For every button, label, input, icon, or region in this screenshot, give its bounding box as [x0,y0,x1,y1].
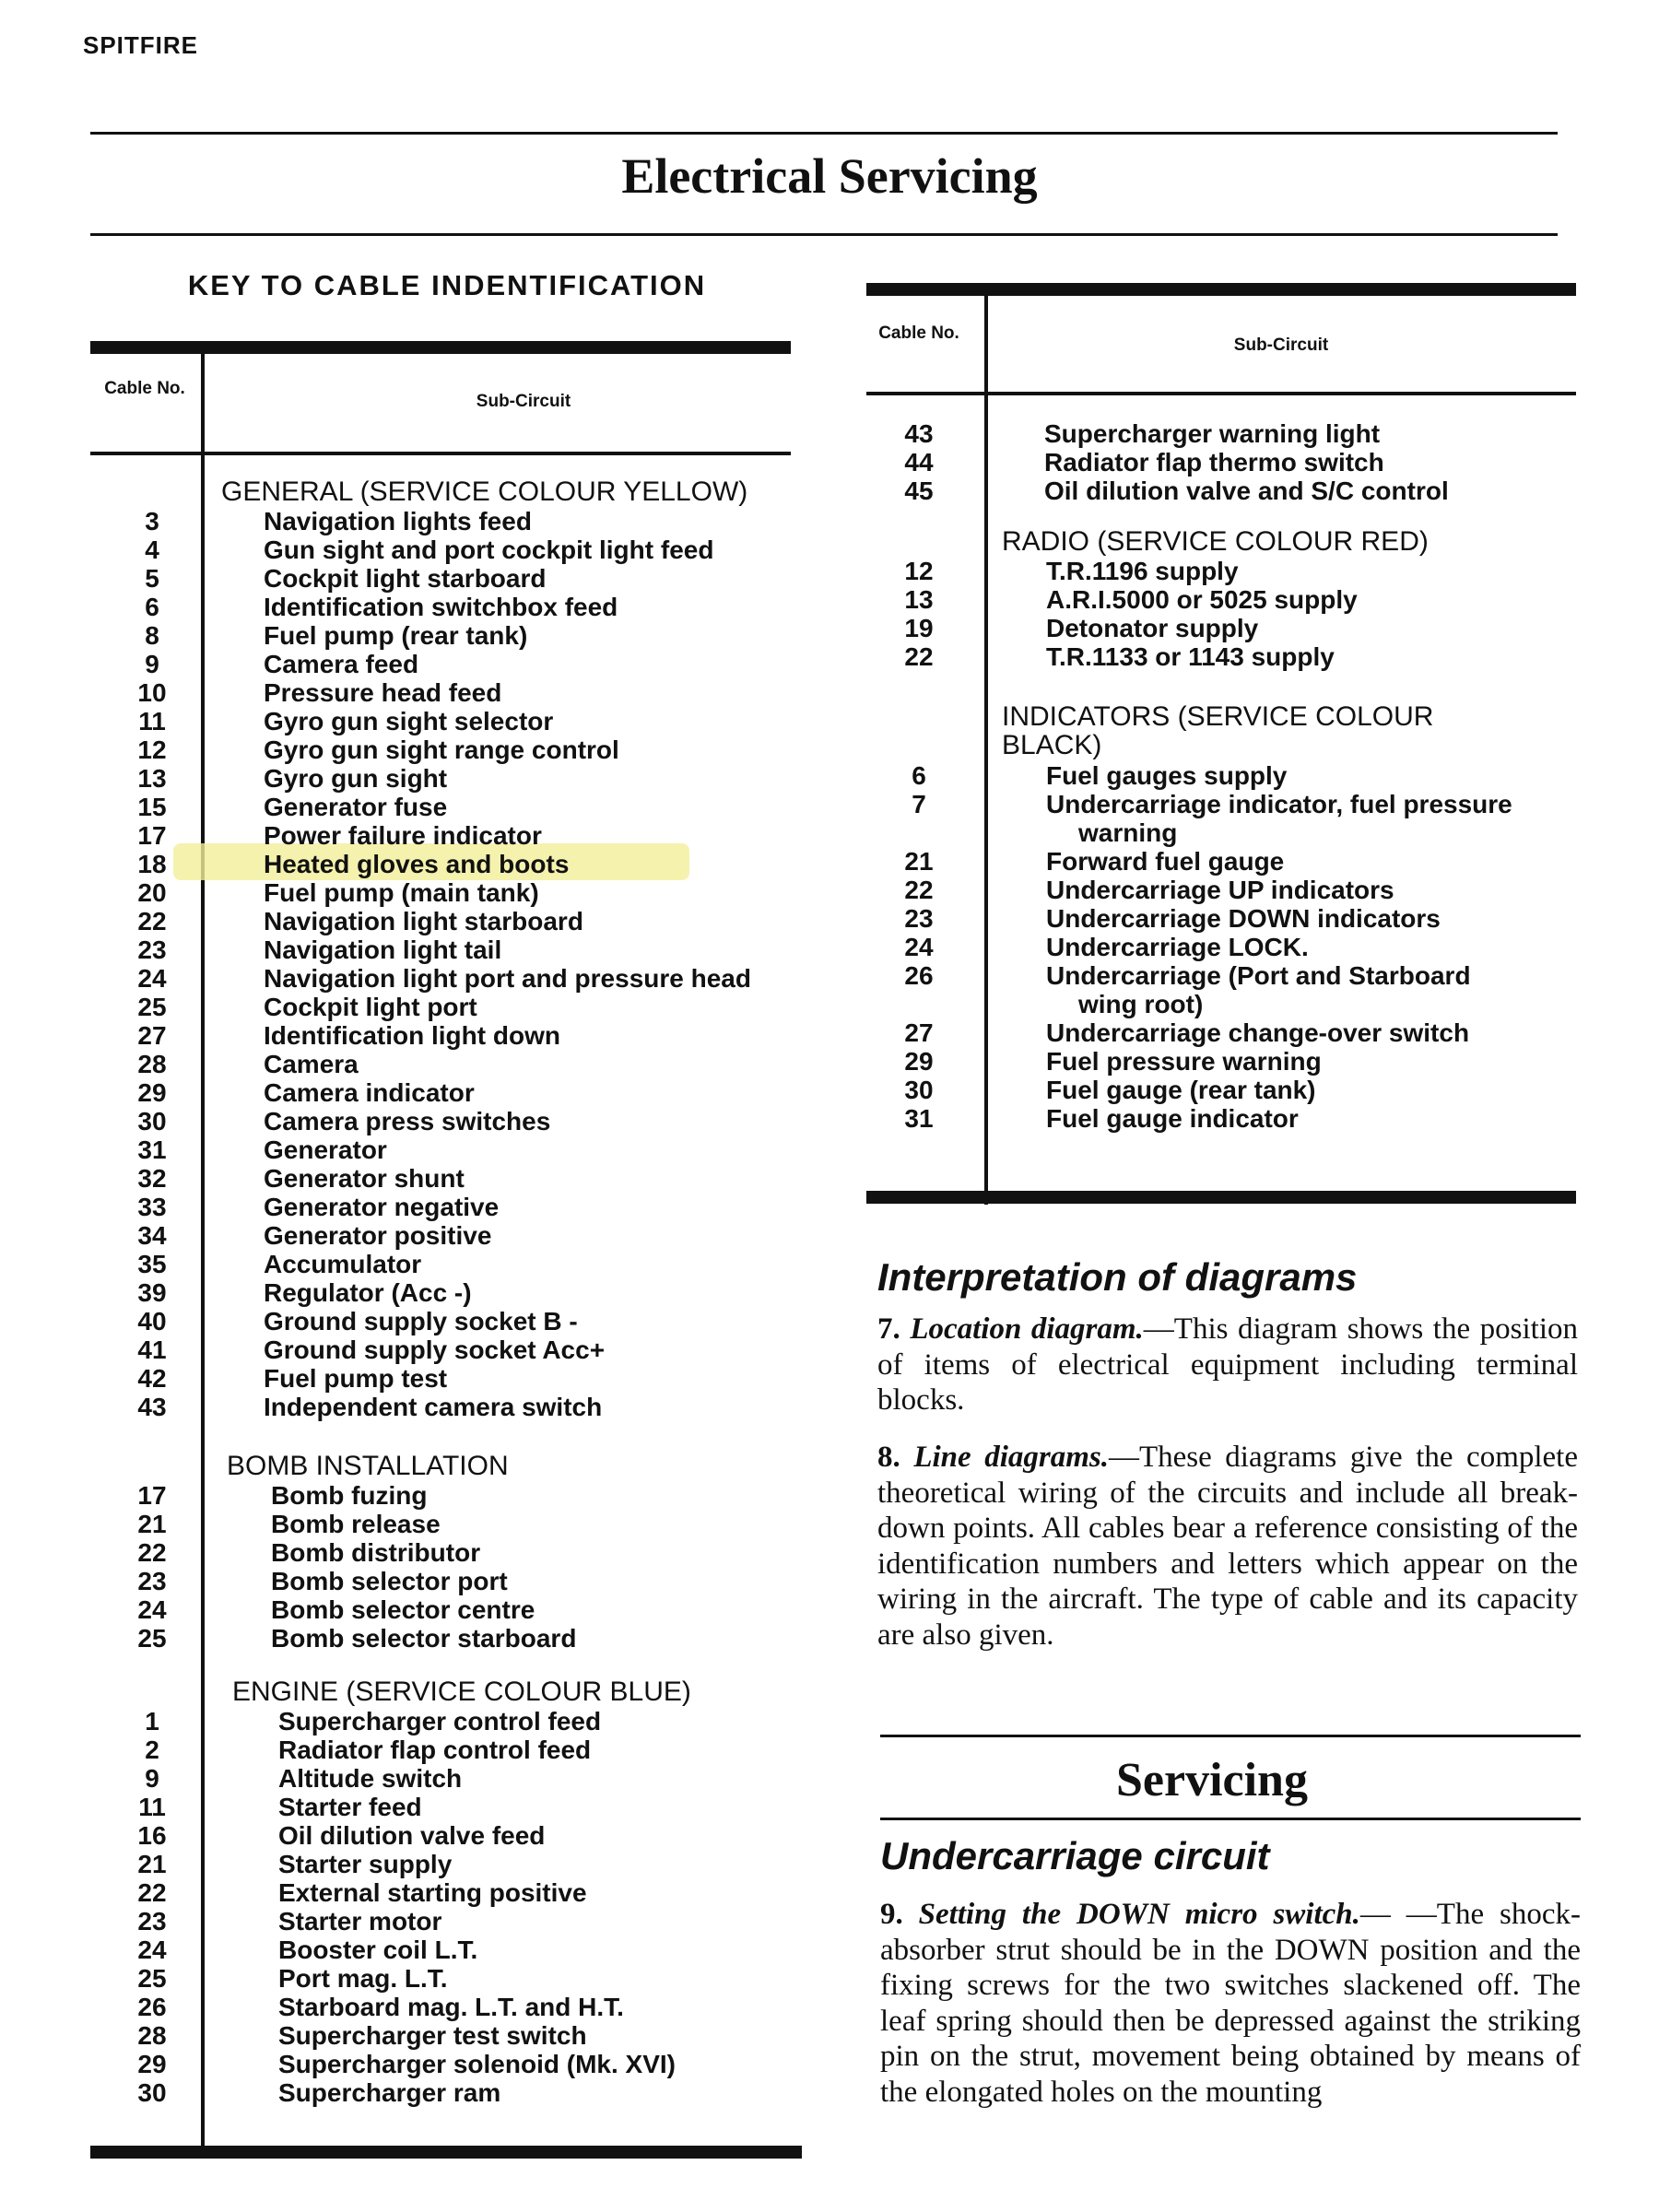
sub-circuit-label: Undercarriage DOWN indicators [1046,904,1441,933]
cable-number: 22 [137,1538,167,1567]
sub-circuit-label: Accumulator [264,1250,422,1278]
table-row [90,1278,791,1307]
sub-circuit-label: Undercarriage (Port and Starboard [1046,961,1471,990]
paragraph-title: Line diagrams. [913,1441,1109,1474]
col-header-cable-no: Cable No. [104,379,185,398]
sub-circuit-label: Forward fuel gauge [1046,847,1285,876]
sub-circuit-label: Supercharger control feed [278,1707,602,1735]
sub-circuit-label: Altitude switch [278,1764,463,1793]
cable-number: 21 [137,1850,167,1878]
cable-number: 28 [137,2021,167,2050]
table-row [866,448,1576,477]
table-row [90,1307,791,1335]
table-row [90,964,791,993]
sub-circuit-label: Heated gloves and boots [264,850,570,878]
sub-circuit-label-continued: wing root) [1078,990,1204,1018]
cable-number: 23 [904,904,934,933]
table-row [90,1567,791,1595]
cable-number: 43 [137,1393,167,1421]
page-title: Electrical Servicing [621,148,1038,204]
paragraph-8 [877,1440,1578,1653]
sub-circuit-label: Port mag. L.T. [278,1964,448,1993]
cable-number: 24 [904,933,934,961]
table-row [866,847,1576,876]
paragraph-title: Location diagram. [910,1312,1144,1346]
sub-circuit-label: Cockpit light port [264,993,477,1021]
sub-circuit-label: Navigation lights feed [264,507,532,535]
sub-circuit-label: Ground supply socket B - [264,1307,578,1335]
sub-circuit-label: Navigation light starboard [264,907,583,935]
cable-number: 39 [137,1278,167,1307]
table-row [866,419,1576,448]
sub-circuit-label: Fuel pump (main tank) [264,878,539,907]
table-row [866,1047,1576,1076]
section-heading: RADIO (SERVICE COLOUR RED) [1002,526,1429,557]
table-row [90,1936,791,1964]
cable-number: 25 [137,1964,167,1993]
servicing-top-rule [880,1735,1581,1737]
cable-number: 29 [904,1047,934,1076]
cable-number: 30 [904,1076,934,1104]
table-row [90,1793,791,1821]
sub-circuit-label: Identification switchbox feed [264,593,618,621]
sub-circuit-label: Supercharger test switch [278,2021,587,2050]
table-row [90,1050,791,1078]
table-row [90,821,791,850]
sub-circuit-label: Supercharger warning light [1044,419,1381,448]
cable-number: 30 [137,2078,167,2107]
left-cable-table [90,341,791,2161]
table-row [90,1993,791,2021]
sub-circuit-label: Generator [264,1135,387,1164]
table-row [90,1624,791,1653]
table-row [866,1018,1576,1047]
sub-circuit-label-continued: warning [1078,818,1178,847]
sub-circuit-label: Gun sight and port cockpit light feed [264,535,714,564]
table-row [90,593,791,621]
col-header-cable-no: Cable No. [878,324,959,343]
cable-number: 17 [137,821,167,850]
table-row [90,1107,791,1135]
header-rule [866,392,1576,395]
table-row [90,764,791,793]
sub-circuit-label: Generator negative [264,1193,500,1221]
section-heading: BOMB INSTALLATION [227,1451,509,1481]
cable-number: 42 [137,1364,167,1393]
cable-number: 32 [137,1164,167,1193]
sub-circuit-label: Fuel gauge (rear tank) [1046,1076,1316,1104]
cable-number: 1 [145,1707,159,1735]
cable-number: 21 [137,1510,167,1538]
table-row [90,850,791,878]
cable-number: 45 [904,477,934,505]
sub-circuit-label: Oil dilution valve feed [278,1821,546,1850]
table-row [90,1221,791,1250]
col-header-sub-circuit: Sub-Circuit [1233,335,1329,355]
sub-circuit-label: Radiator flap control feed [278,1735,592,1764]
sub-circuit-label: Starter motor [278,1907,442,1936]
sub-circuit-label: Undercarriage LOCK. [1046,933,1309,961]
table-row [90,1164,791,1193]
table-bottom-rule [90,2146,802,2159]
sub-circuit-label: Generator fuse [264,793,448,821]
cable-number: 43 [904,419,934,448]
table-row [90,1335,791,1364]
cable-number: 6 [145,593,159,621]
table-row [90,1878,791,1907]
cable-number: 25 [137,993,167,1021]
table-row [90,678,791,707]
paragraph-7 [877,1312,1578,1418]
table-row [866,477,1576,505]
right-cable-table [866,283,1576,1209]
sub-circuit-label: Supercharger solenoid (Mk. XVI) [278,2050,676,2078]
paragraph-number: 7. [877,1312,900,1346]
cable-number: 31 [137,1135,167,1164]
cable-number: 9 [145,650,159,678]
table-row-continuation [866,818,1576,847]
cable-number: 12 [137,735,167,764]
table-row [90,535,791,564]
sub-circuit-label: T.R.1133 or 1143 supply [1046,642,1335,671]
sub-circuit-label: Camera feed [264,650,419,678]
sub-circuit-label: Supercharger ram [278,2078,501,2107]
cable-number: 18 [137,850,167,878]
table-row [90,1964,791,1993]
table-row [90,878,791,907]
cable-number: 28 [137,1050,167,1078]
sub-circuit-label: Gyro gun sight [264,764,448,793]
table-row [866,557,1576,585]
sub-circuit-label: Pressure head feed [264,678,502,707]
table-row [90,907,791,935]
sub-circuit-label: Radiator flap thermo switch [1044,448,1384,477]
cable-number: 24 [137,1936,167,1964]
sub-circuit-label: Navigation light port and pressure head [264,964,751,993]
table-row [866,876,1576,904]
cable-number: 35 [137,1250,167,1278]
cable-number: 23 [137,935,167,964]
top-rule [90,132,1558,135]
sub-circuit-label: A.R.I.5000 or 5025 supply [1046,585,1358,614]
sub-circuit-label: T.R.1196 supply [1046,557,1239,585]
paragraph-text: —This diagram shows the position of items of electrical equipment including terminal blocks. [877,1312,1578,1417]
sub-circuit-label: Cockpit light starboard [264,564,547,593]
cable-number: 15 [137,793,167,821]
sub-circuit-label: Booster coil L.T. [278,1936,478,1964]
header-rule [90,452,791,455]
sub-circuit-label: Camera press switches [264,1107,551,1135]
paragraph-title: Setting the DOWN micro switch. [918,1898,1360,1931]
table-row [90,1021,791,1050]
paragraph-number: 9. [880,1898,903,1931]
table-row [90,1707,791,1735]
cable-number: 5 [145,564,159,593]
table-row [90,1078,791,1107]
sub-circuit-label: Camera [264,1050,359,1078]
table-row [90,1735,791,1764]
running-head: SPITFIRE [83,31,199,59]
table-row [866,1076,1576,1104]
table-row [90,2021,791,2050]
sub-circuit-label: Fuel pressure warning [1046,1047,1322,1076]
table-row [90,1821,791,1850]
cable-number: 40 [137,1307,167,1335]
sub-circuit-label: Bomb selector centre [271,1595,535,1624]
cable-number: 6 [912,761,926,790]
table-row [866,790,1576,818]
sub-circuit-label: Undercarriage UP indicators [1046,876,1394,904]
table-row [90,1393,791,1421]
cable-number: 26 [904,961,934,990]
paragraph-number: 8. [877,1441,900,1474]
cable-number: 33 [137,1193,167,1221]
sub-circuit-label: Gyro gun sight selector [264,707,554,735]
sub-circuit-label: Generator positive [264,1221,492,1250]
sub-circuit-label: Power failure indicator [264,821,542,850]
cable-number: 41 [137,1335,167,1364]
sub-circuit-label: External starting positive [278,1878,587,1907]
cable-number: 44 [904,448,934,477]
sub-circuit-label: Bomb distributor [271,1538,481,1567]
cable-number: 11 [138,707,166,735]
sub-circuit-label: Undercarriage indicator, fuel pressure [1046,790,1512,818]
table-row [90,507,791,535]
sub-circuit-label: Bomb selector starboard [271,1624,577,1653]
paragraph-text: — —The shock-absorber strut should be in the DOWN position and the fixing screws for the two switches slackened off. The leaf spring should then be depressed against the striking pin on the strut, movement being obtained by means of the elongated holes on the mounting [880,1898,1581,2109]
sub-circuit-label: Navigation light tail [264,935,502,964]
cable-number: 29 [137,2050,167,2078]
cable-number: 22 [904,876,934,904]
sub-circuit-label: Fuel pump (rear tank) [264,621,528,650]
cable-number: 10 [137,678,167,707]
table-row [90,1538,791,1567]
sub-circuit-label: Starter supply [278,1850,453,1878]
sub-circuit-label: Gyro gun sight range control [264,735,619,764]
table-row [90,707,791,735]
sub-circuit-label: Starter feed [278,1793,422,1821]
cable-number: 22 [137,1878,167,1907]
paragraph-text: —These diagrams give the complete theoretical wiring of the circuits and include all break-down points. All cables bear a reference consisting of the identification numbers and letters which appear on the wiring in the aircraft. The type of cable and its capacity are also given. [877,1441,1579,1652]
table-row [90,1850,791,1878]
table-row [866,933,1576,961]
cable-number: 23 [137,1907,167,1936]
cable-number: 8 [145,621,159,650]
cable-number: 24 [137,1595,167,1624]
table-row [866,761,1576,790]
cable-number: 13 [904,585,934,614]
table-row [90,621,791,650]
key-heading: KEY TO CABLE INDENTIFICATION [187,269,707,301]
sub-circuit-label: Identification light down [264,1021,560,1050]
cable-number: 16 [137,1821,167,1850]
table-row [866,614,1576,642]
table-row [90,1481,791,1510]
servicing-bottom-rule [880,1818,1581,1820]
table-row [90,2050,791,2078]
cable-number: 9 [145,1764,159,1793]
table-row-continuation [866,990,1576,1018]
table-row [90,1764,791,1793]
sub-circuit-label: Fuel gauges supply [1046,761,1288,790]
paragraph-9 [880,1897,1581,2110]
sub-circuit-label: Bomb selector port [271,1567,508,1595]
cable-number: 23 [137,1567,167,1595]
sub-circuit-label: Regulator (Acc -) [264,1278,472,1307]
table-row [90,793,791,821]
sub-circuit-label: Fuel gauge indicator [1046,1104,1299,1133]
cable-number: 29 [137,1078,167,1107]
undercarriage-heading: Undercarriage circuit [880,1834,1270,1877]
interpretation-heading: Interpretation of diagrams [877,1255,1358,1299]
sub-circuit-label: Camera indicator [264,1078,475,1107]
cable-number: 19 [904,614,934,642]
sub-circuit-label: Generator shunt [264,1164,465,1193]
table-row [866,961,1576,990]
sub-circuit-label: Oil dilution valve and S/C control [1044,477,1449,505]
cable-number: 27 [137,1021,167,1050]
sub-circuit-label: Ground supply socket Acc+ [264,1335,606,1364]
table-row [90,2078,791,2107]
table-row [90,1193,791,1221]
table-row [90,564,791,593]
table-row [866,585,1576,614]
cable-number: 12 [904,557,934,585]
title-rule [90,233,1558,236]
sub-circuit-label: Undercarriage change-over switch [1046,1018,1470,1047]
cable-number: 22 [904,642,934,671]
cable-number: 22 [137,907,167,935]
table-top-rule [90,341,791,354]
sub-circuit-label: Bomb fuzing [271,1481,428,1510]
table-top-rule [866,283,1576,296]
cable-number: 13 [137,764,167,793]
table-row [90,1907,791,1936]
cable-number: 17 [137,1481,167,1510]
table-row [90,1595,791,1624]
cable-number: 24 [137,964,167,993]
cable-number: 25 [137,1624,167,1653]
cable-number: 20 [137,878,167,907]
section-heading: INDICATORS (SERVICE COLOUR BLACK) [1002,701,1434,760]
servicing-title: Servicing [1116,1754,1308,1806]
cable-number: 4 [145,535,159,564]
cable-number: 31 [904,1104,934,1133]
cable-number: 30 [137,1107,167,1135]
sub-circuit-label: Fuel pump test [264,1364,448,1393]
table-row [90,993,791,1021]
table-row [90,650,791,678]
section-heading: ENGINE (SERVICE COLOUR BLUE) [232,1677,691,1707]
cable-number: 21 [904,847,934,876]
table-row [90,935,791,964]
table-row [90,1250,791,1278]
cable-number: 26 [137,1993,167,2021]
table-row [866,642,1576,671]
table-bottom-rule [866,1191,1576,1204]
table-row [90,735,791,764]
table-row [90,1364,791,1393]
sub-circuit-label: Starboard mag. L.T. and H.T. [278,1993,624,2021]
cable-number: 27 [904,1018,934,1047]
cable-number: 11 [138,1793,166,1821]
table-row [90,1510,791,1538]
cable-number: 34 [137,1221,167,1250]
cable-number: 3 [145,507,159,535]
cable-number: 2 [145,1735,159,1764]
table-row [866,1104,1576,1133]
sub-circuit-label: Detonator supply [1046,614,1259,642]
col-header-sub-circuit: Sub-Circuit [476,392,571,411]
table-row [866,904,1576,933]
table-row [90,1135,791,1164]
section-heading: GENERAL (SERVICE COLOUR YELLOW) [221,477,748,507]
sub-circuit-label: Independent camera switch [264,1393,603,1421]
sub-circuit-label: Bomb release [271,1510,441,1538]
cable-number: 7 [912,790,926,818]
